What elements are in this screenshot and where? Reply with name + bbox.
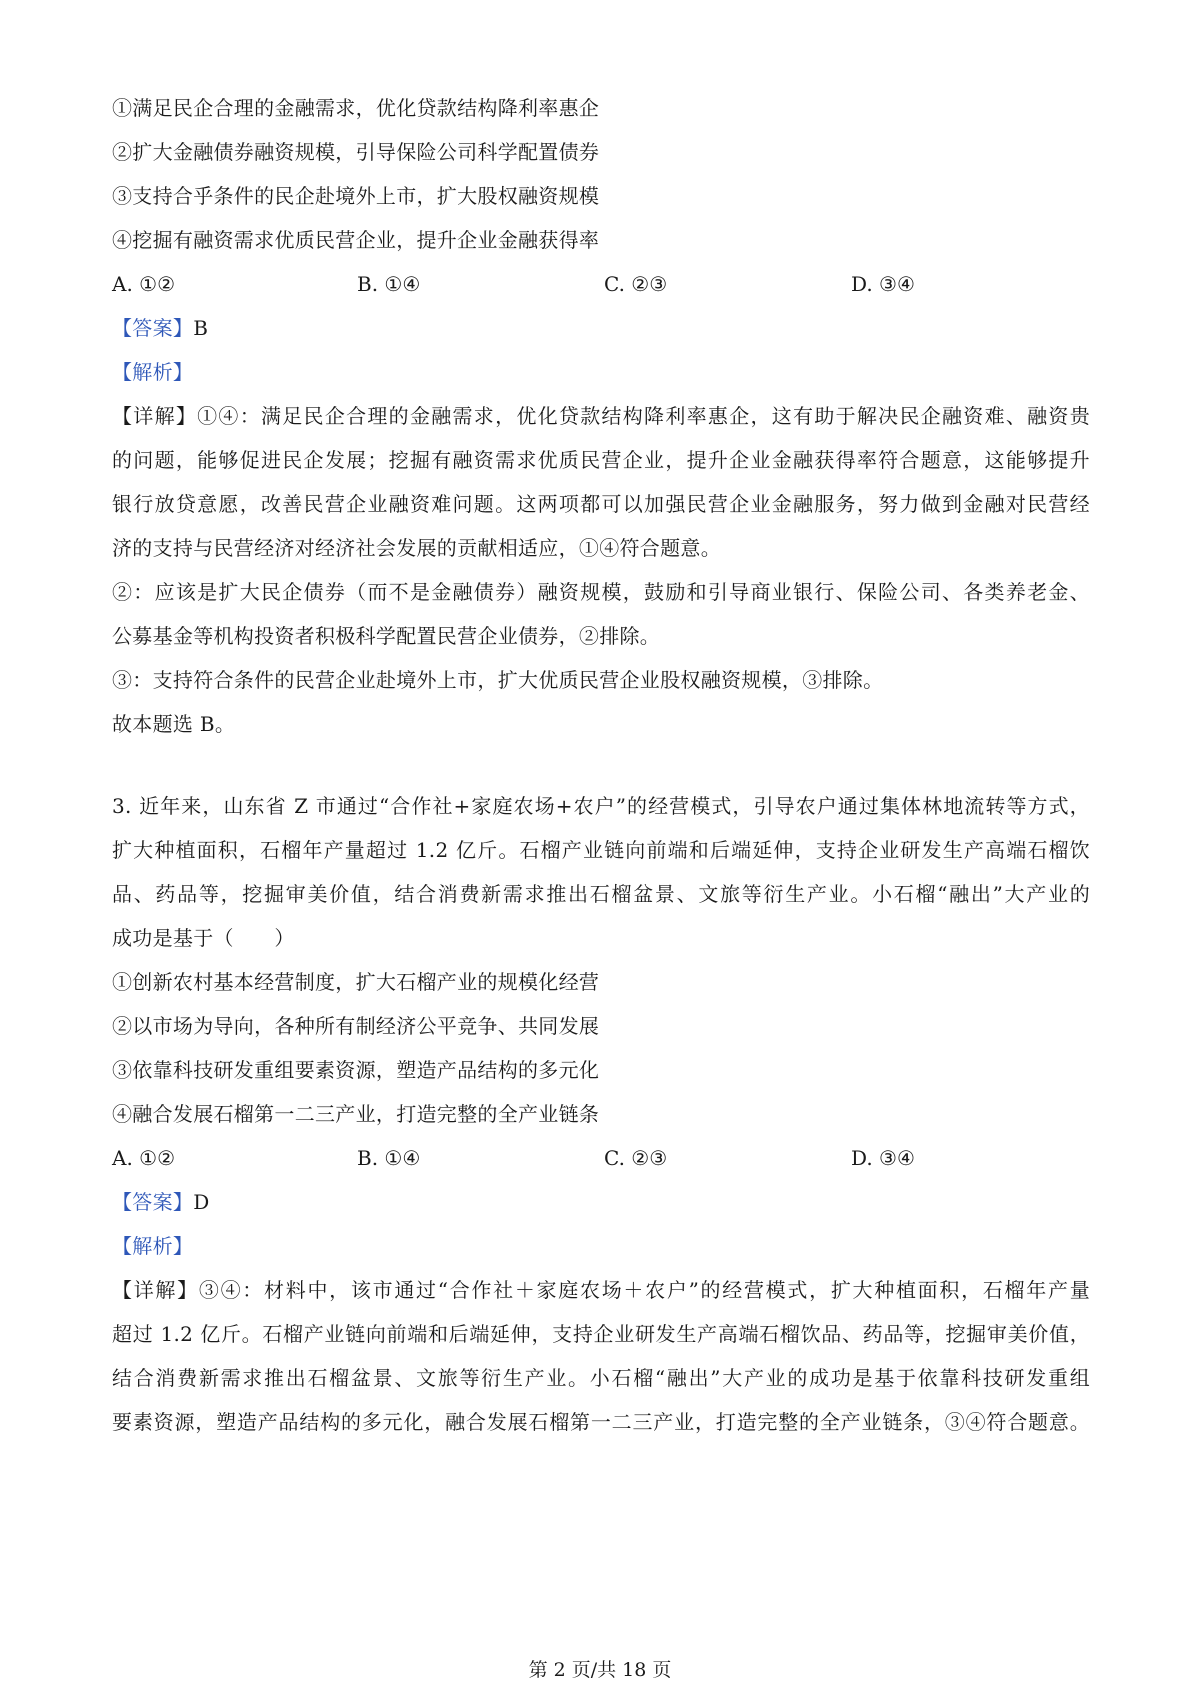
q3-answer-value: D [193,1190,210,1214]
q2-choice-d: D. ③④ [851,272,915,296]
q2-statement-3: ③支持合乎条件的民企赴境外上市，扩大股权融资规模 [112,184,600,208]
q3-stem-line-2: 扩大种植面积，石榴年产量超过 1.2 亿斤。石榴产业链向前端和后端延伸，支持企业研发生产高端石榴饮 [112,838,1090,862]
q2-detail-line-2: 的问题，能够促进民企发展；挖掘有融资需求优质民营企业，提升企业金融获得率符合题意，这能够提升 [112,448,1090,472]
q3-detail-line-2: 超过 1.2 亿斤。石榴产业链向前端和后端延伸，支持企业研发生产高端石榴饮品、药品等，挖掘审美价值， [112,1322,1090,1346]
q3-analysis-tag: 【解析】 [112,1234,194,1258]
q2-choice-b: B. ①④ [357,272,421,296]
q3-stem-line-1: 3. 近年来，山东省 Z 市通过“合作社+家庭农场+农户”的经营模式，引导农户通过集体林地流转等方式， [112,794,1090,818]
q2-statement-1: ①满足民企合理的金融需求，优化贷款结构降利率惠企 [112,96,600,120]
page-number: 第 2 页/共 18 页 [528,1659,672,1681]
q2-answer-tag: 【答案】 [112,316,194,340]
q3-statement-3: ③依靠科技研发重组要素资源，塑造产品结构的多元化 [112,1058,600,1082]
q3-statement-1: ①创新农村基本经营制度，扩大石榴产业的规模化经营 [112,970,600,994]
q2-analysis-tag: 【解析】 [112,360,194,384]
q2-exclusion-line-2: 公募基金等机构投资者积极科学配置民营企业债券，②排除。 [112,624,661,648]
q3-detail-line-3: 结合消费新需求推出石榴盆景、文旅等衍生产业。小石榴“融出”大产业的成功是基于依靠科技研发重组 [112,1366,1090,1390]
q3-detail-line-4: 要素资源，塑造产品结构的多元化，融合发展石榴第一二三产业，打造完整的全产业链条，③④符合题意。 [112,1410,1090,1434]
q2-choice-c: C. ②③ [604,272,668,296]
q3-statement-4: ④融合发展石榴第一二三产业，打造完整的全产业链条 [112,1102,600,1126]
q2-statement-2: ②扩大金融债券融资规模，引导保险公司科学配置债券 [112,140,600,164]
q2-statement-4: ④挖掘有融资需求优质民营企业，提升企业金融获得率 [112,228,600,252]
q2-choice-a: A. ①② [112,272,176,296]
q3-detail-text-1: ③④：材料中，该市通过“合作社＋家庭农场＋农户”的经营模式，扩大种植面积，石榴年产量 [198,1278,1090,1302]
q2-exclusion-line-1: ②：应该是扩大民企债券（而不是金融债券）融资规模，鼓励和引导商业银行、保险公司、各类养老金、 [112,580,1090,604]
q3-answer [112,1190,210,1214]
q2-answer-value: B [193,316,209,340]
q3-choice-d: D. ③④ [851,1146,915,1170]
q2-exclusion-line-3: ③：支持符合条件的民营企业赴境外上市，扩大优质民营企业股权融资规模，③排除。 [112,668,884,692]
q3-stem-line-3: 品、药品等，挖掘审美价值，结合消费新需求推出石榴盆景、文旅等衍生产业。小石榴“融出”大产业的 [112,882,1090,906]
q2-detail-tag: 【详解】 [112,404,198,428]
q3-detail-tag: 【详解】 [112,1278,199,1302]
q3-choice-c: C. ②③ [604,1146,668,1170]
q2-conclusion: 故本题选 B。 [112,712,236,736]
q2-answer [112,316,208,340]
q3-detail-line-1 [112,1278,1090,1302]
q2-detail-text-1: ①④：满足民企合理的金融需求，优化贷款结构降利率惠企，这有助于解决民企融资难、融资贵 [197,404,1090,428]
q3-answer-tag: 【答案】 [112,1190,194,1214]
q3-stem-line-4: 成功是基于（ ） [112,926,295,950]
q2-detail-line-4: 济的支持与民营经济对经济社会发展的贡献相适应，①④符合题意。 [112,536,721,560]
q3-statement-2: ②以市场为导向，各种所有制经济公平竞争、共同发展 [112,1014,600,1038]
q3-choice-a: A. ①② [112,1146,176,1170]
q3-choice-b: B. ①④ [357,1146,421,1170]
q2-detail-line-3: 银行放贷意愿，改善民营企业融资难问题。这两项都可以加强民营企业金融服务，努力做到金融对民营经 [112,492,1090,516]
q2-detail-line-1 [112,404,1090,428]
